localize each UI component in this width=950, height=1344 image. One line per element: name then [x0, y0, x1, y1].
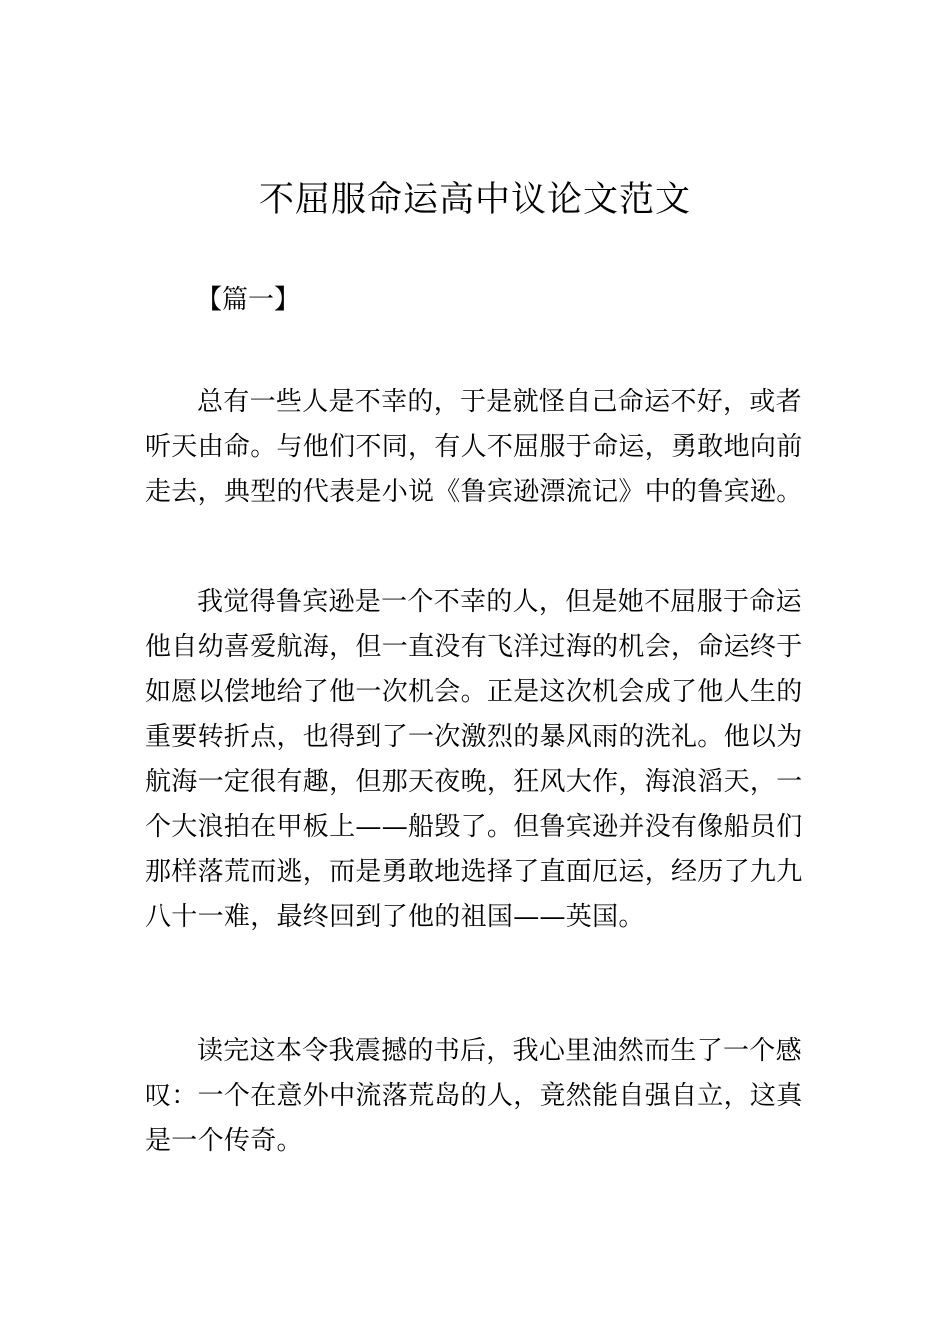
- paragraph-line: 我觉得鲁宾逊是一个不幸的人，但是她不屈服于命运: [197, 587, 802, 617]
- paragraph-1: [145, 380, 807, 515]
- paragraph-line: 八十一难，最终回到了他的祖国——英国。: [145, 902, 645, 932]
- paragraph-line: 那样落荒而逃，而是勇敢地选择了直面厄运，经历了九九: [145, 857, 803, 887]
- paragraph-line: 重要转折点，也得到了一次激烈的暴风雨的洗礼。他以为: [145, 722, 803, 752]
- paragraph-line: 他自幼喜爱航海，但一直没有飞洋过海的机会，命运终于: [145, 632, 803, 662]
- document-title: 不屈服命运高中议论文范文: [258, 180, 691, 220]
- paragraph-line: 个大浪拍在甲板上——船毁了。但鲁宾逊并没有像船员们: [145, 812, 803, 842]
- paragraph-line: 总有一些人是不幸的，于是就怪自己命运不好，或者: [197, 387, 802, 417]
- paragraph-line: 听天由命。与他们不同，有人不屈服于命运，勇敢地向前: [145, 432, 803, 462]
- paragraph-line: 走去，典型的代表是小说《鲁宾逊漂流记》中的鲁宾逊。: [145, 477, 803, 507]
- paragraph-line: 读完这本令我震撼的书后，我心里油然而生了一个感: [197, 1036, 802, 1066]
- paragraph-line: 如愿以偿地给了他一次机会。正是这次机会成了他人生的: [145, 677, 803, 707]
- section-label: 【篇一】: [196, 285, 301, 315]
- paragraph-line: 航海一定很有趣，但那天夜晚，狂风大作，海浪滔天，一: [145, 767, 803, 797]
- paragraph-3: [145, 1029, 807, 1164]
- paragraph-line: 叹：一个在意外中流落荒岛的人，竟然能自强自立，这真: [145, 1081, 803, 1111]
- paragraph-line: 是一个传奇。: [145, 1126, 303, 1156]
- paragraph-2: [145, 580, 807, 940]
